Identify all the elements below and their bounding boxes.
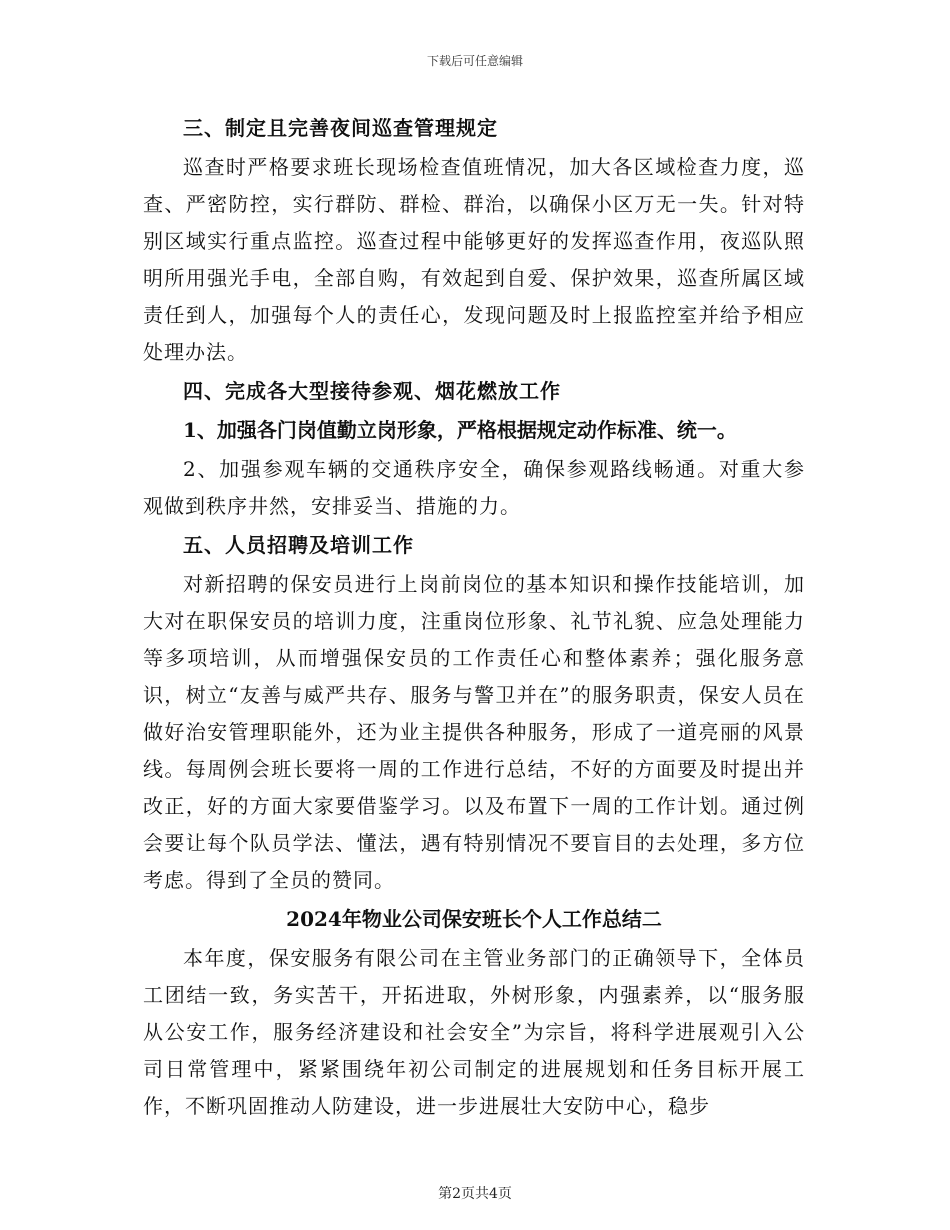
section-4-heading: 四、完成各大型接待参观、烟花燃放工作 (183, 379, 561, 403)
section-3-heading: 三、制定且完善夜间巡查管理规定 (183, 116, 498, 140)
section-3-paragraph: 巡查时严格要求班长现场检查值班情况，加大各区域检查力度，巡查、严密防控，实行群防、群检、群治，以确保小区万无一失。针对特别区域实行重点监控。巡查过程中能够更好的发挥巡查作用，夜巡队照明所用强光手电，全部自购，有效起到自爱、保护效果，巡查所属区域责任到人，加强每个人的责任心，发现问题及时上报监控室并给予相应处理办法。 (143, 155, 805, 364)
section-4-item-1: 1、加强各门岗值勤立岗形象，严格根据规定动作标准、统一。 (183, 418, 737, 442)
page-header-note: 下载后可任意编辑 (426, 54, 523, 68)
document-2-paragraph: 本年度，保安服务有限公司在主管业务部门的正确领导下，全体员工团结一致，务实苦干，开拓进取，外树形象，内强素养，以“服务服从公安工作，服务经济建设和社会安全”为宗旨，将科学进展观引入公司日常管理中，紧紧围绕年初公司制定的进展规划和任务目标开展工作，不断巩固推动人防建设，进一步进展壮大安防中心，稳步 (143, 946, 805, 1118)
page-footer-number: 第2页共4页 (438, 1186, 512, 1202)
document-body (143, 108, 805, 1125)
section-4-item-2: 2、加强参观车辆的交通秩序安全，确保参观路线畅通。对重大参观做到秩序井然，安排妥当、措施的力。 (143, 457, 805, 518)
section-5-paragraph: 对新招聘的保安员进行上岗前岗位的基本知识和操作技能培训，加大对在职保安员的培训力度，注重岗位形象、礼节礼貌、应急处理能力等多项培训，从而增强保安员的工作责任心和整体素养；强化服务意识，树立“友善与威严共存、服务与警卫并在”的服务职责，保安人员在做好治安管理职能外，还为业主提供各种服务，形成了一道亮丽的风景线。每周例会班长要将一周的工作进行总结，不好的方面要及时提出并改正，好的方面大家要借鉴学习。以及布置下一周的工作计划。通过例会要让每个队员学法、懂法，遇有特别情况不要盲目的去处理，多方位考虑。得到了全员的赞同。 (143, 572, 805, 892)
section-5-heading: 五、人员招聘及培训工作 (183, 533, 414, 557)
document-2-title: 2024年物业公司保安班长个人工作总结二 (286, 907, 662, 931)
